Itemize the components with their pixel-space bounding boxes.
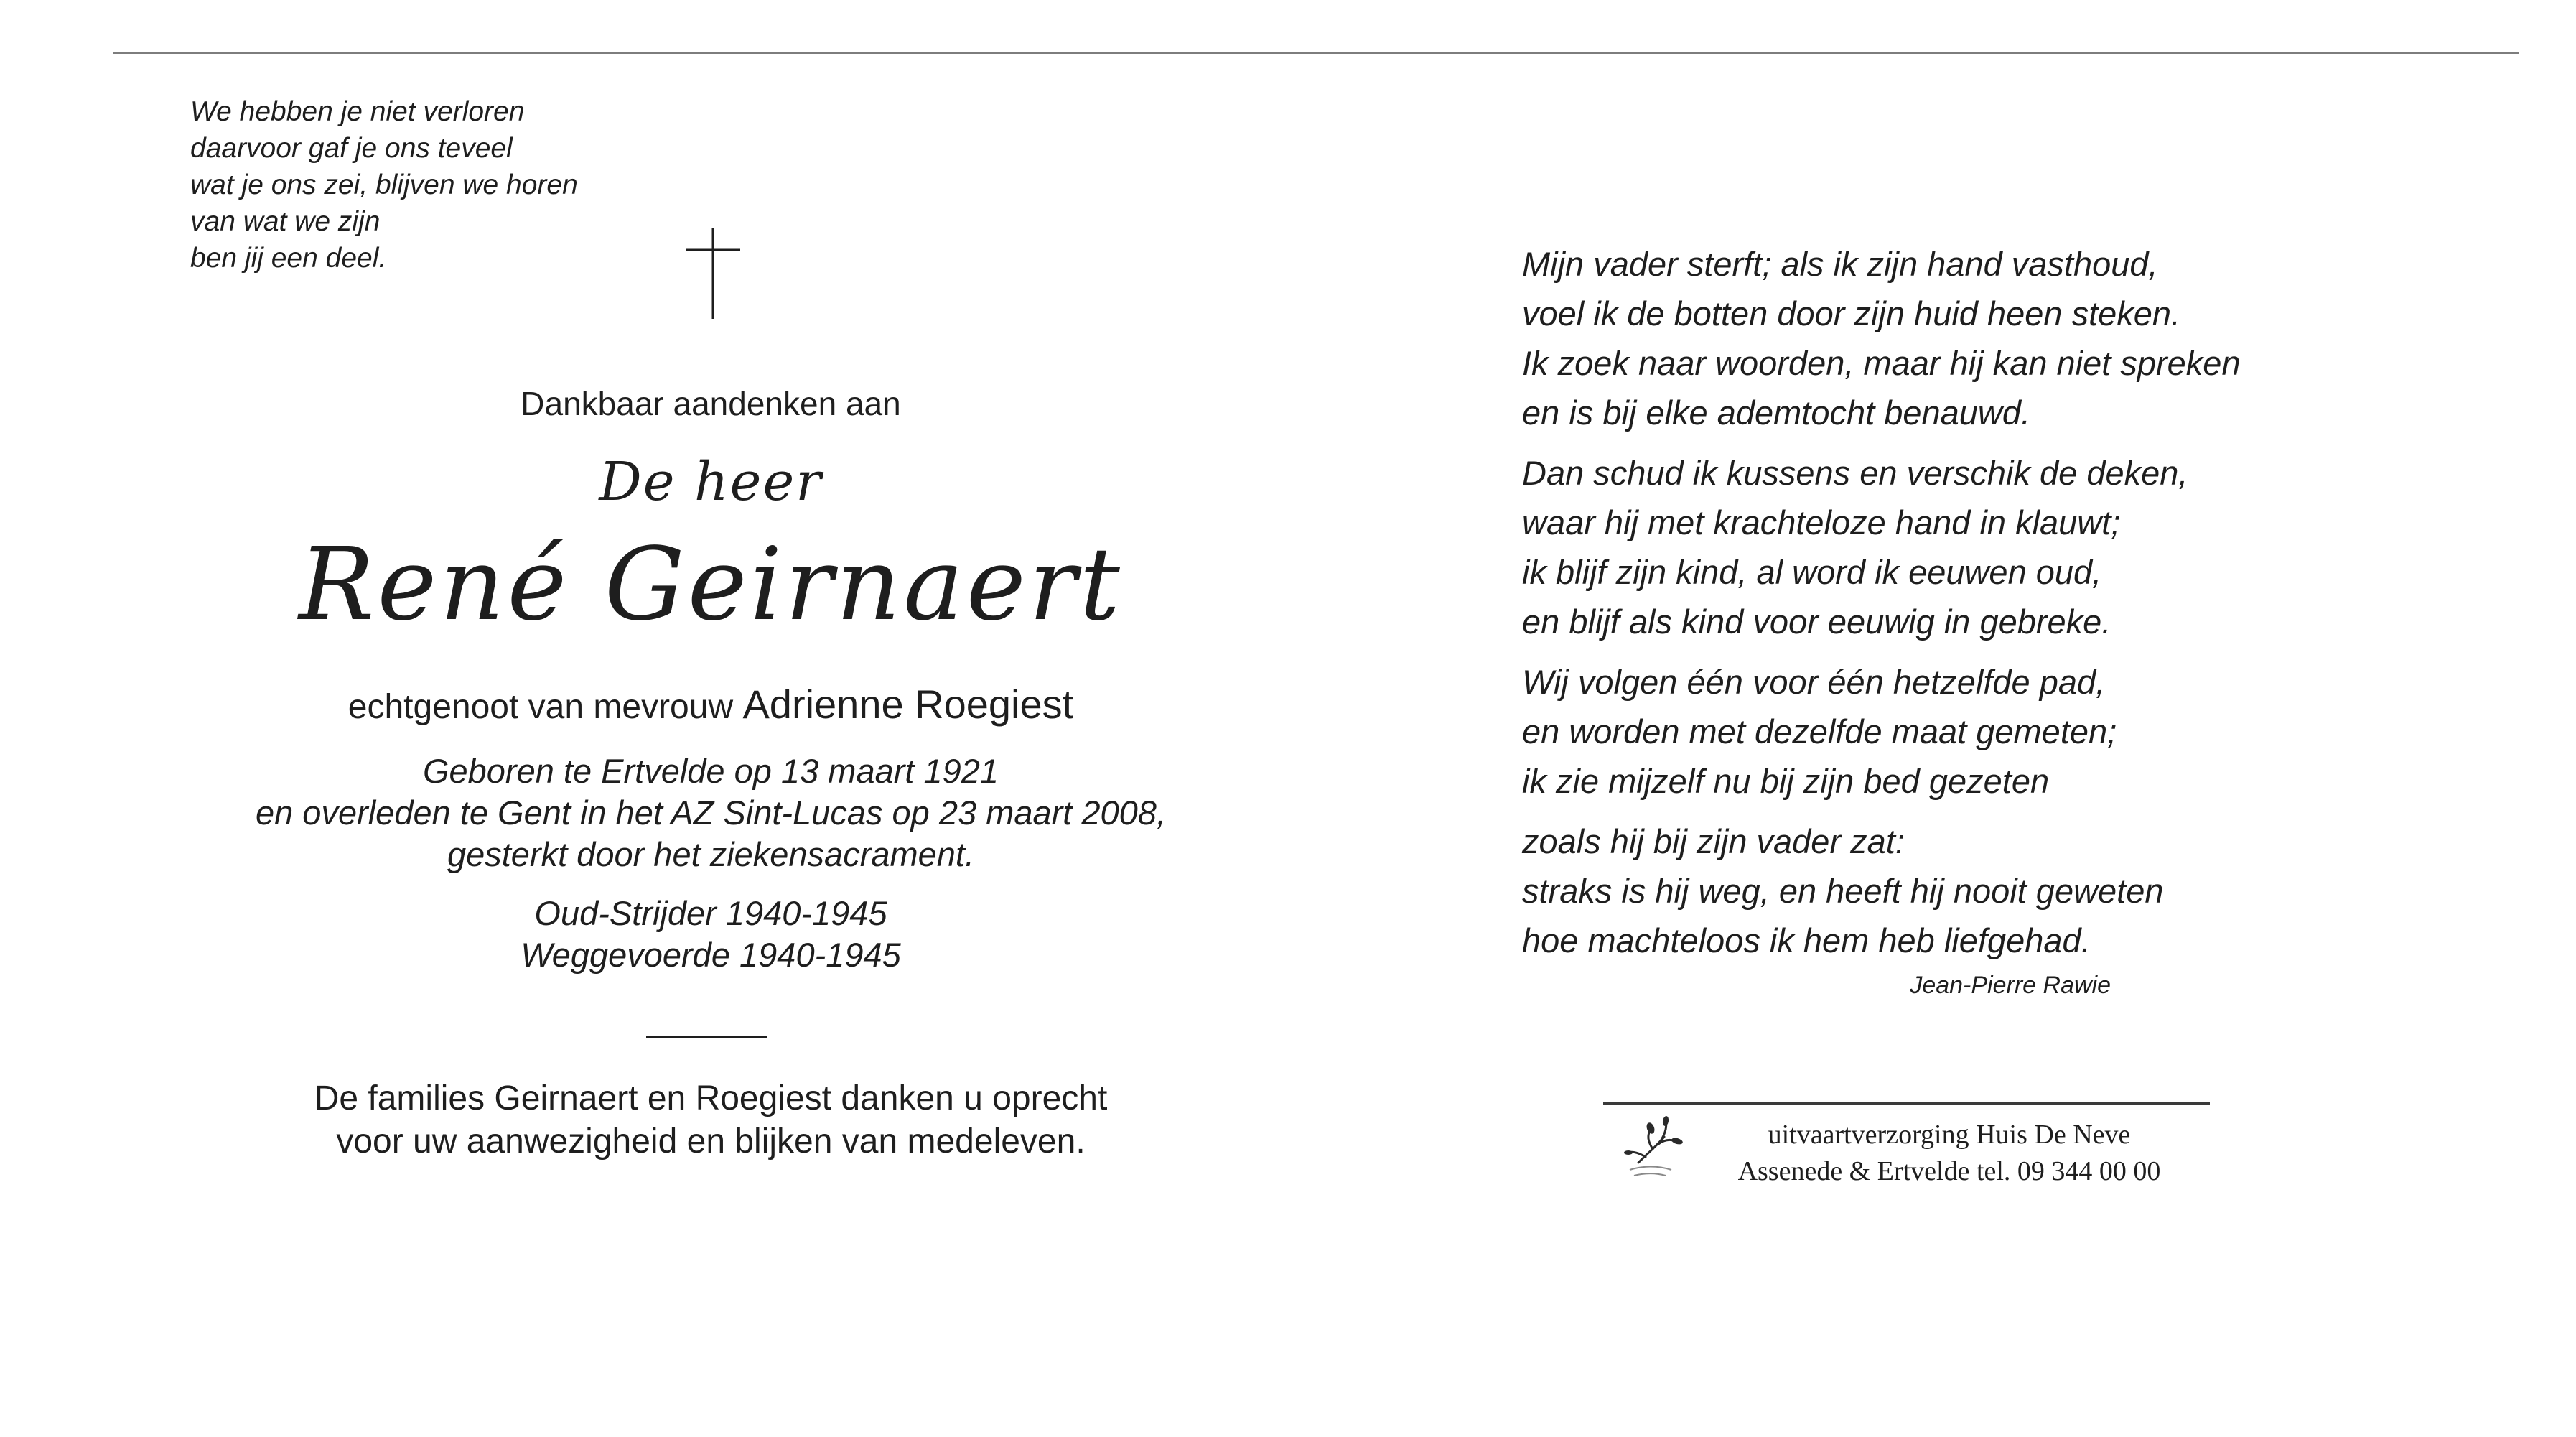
deported-line: Weggevoerde 1940-1945 <box>521 936 901 974</box>
motto-line: wat je ons zei, blijven we horen <box>190 169 578 200</box>
life-details <box>144 750 1278 875</box>
poem-line: voel ik de botten door zijn huid heen steken. <box>1522 294 2181 332</box>
spouse-name: Adrienne Roegiest <box>742 682 1074 727</box>
cross-icon <box>686 228 740 319</box>
service-details <box>144 893 1278 976</box>
funeral-home-contact: Assenede & Ertvelde tel. 09 344 00 00 <box>1737 1156 2161 1186</box>
poem-line: hoe machteloos ik hem heb liefgehad. <box>1522 921 2091 959</box>
motto-line: daarvoor gaf je ons teveel <box>190 133 513 164</box>
thanks-line: voor uw aanwezigheid en blijken van medeleven. <box>336 1122 1086 1161</box>
honorific: De heer <box>599 451 823 513</box>
poem-line: en worden met dezelfde maat gemeten; <box>1522 712 2117 750</box>
poem-line: ik blijf zijn kind, al word ik eeuwen oud, <box>1522 553 2102 591</box>
funeral-rule <box>1603 1102 2210 1105</box>
funeral-home-name: uitvaartverzorging Huis De Neve <box>1768 1120 2131 1150</box>
poem-stanza <box>1522 657 2241 806</box>
sacrament-line: gesterkt door het ziekensacrament. <box>447 835 975 873</box>
poem-line: waar hij met krachteloze hand in klauwt; <box>1522 503 2121 541</box>
poem-line: straks is hij weg, en heeft hij nooit geweten <box>1522 872 2164 910</box>
poem-line: Wij volgen één voor één hetzelfde pad, <box>1522 663 2106 701</box>
funeral-home-info <box>1691 1117 2208 1190</box>
motto-line: van wat we zijn <box>190 206 381 237</box>
flower-logo-icon <box>1624 1115 1690 1181</box>
motto-line: ben jij een deel. <box>190 243 387 274</box>
motto-verse <box>190 93 578 276</box>
dedication: Dankbaar aandenken aan <box>521 385 901 422</box>
top-rule <box>113 52 2519 54</box>
poem-stanza <box>1522 448 2241 646</box>
poem-line: Dan schud ik kussens en verschik de deken, <box>1522 454 2188 492</box>
poem-line: Ik zoek naar woorden, maar hij kan niet spreken <box>1522 344 2241 382</box>
thanks-message <box>144 1077 1278 1163</box>
death-line: en overleden te Gent in het AZ Sint-Lucas op 23 maart 2008, <box>255 794 1167 832</box>
veteran-line: Oud-Strijder 1940-1945 <box>534 894 887 932</box>
spouse-line <box>144 681 1278 727</box>
poem-line: en is bij elke ademtocht benauwd. <box>1522 394 2031 432</box>
spouse-prefix: echtgenoot van mevrouw <box>347 688 734 726</box>
birth-line: Geboren te Ertvelde op 13 maart 1921 <box>422 752 999 790</box>
poem-stanza <box>1522 239 2241 437</box>
poem-line: Mijn vader sterft; als ik zijn hand vasthoud, <box>1522 245 2158 283</box>
poem-author: Jean-Pierre Rawie <box>1910 972 2111 999</box>
poem-stanza <box>1522 817 2241 965</box>
deceased-name: René Geirnaert <box>299 526 1123 643</box>
poem-line: zoals hij bij zijn vader zat: <box>1522 822 1905 860</box>
poem <box>1522 239 2241 976</box>
thanks-line: De families Geirnaert en Roegiest danken u oprecht <box>314 1079 1108 1117</box>
divider <box>646 1036 767 1038</box>
poem-line: en blijf als kind voor eeuwig in gebreke. <box>1522 603 2111 641</box>
motto-line: We hebben je niet verloren <box>190 96 525 127</box>
poem-line: ik zie mijzelf nu bij zijn bed gezeten <box>1522 762 2050 800</box>
